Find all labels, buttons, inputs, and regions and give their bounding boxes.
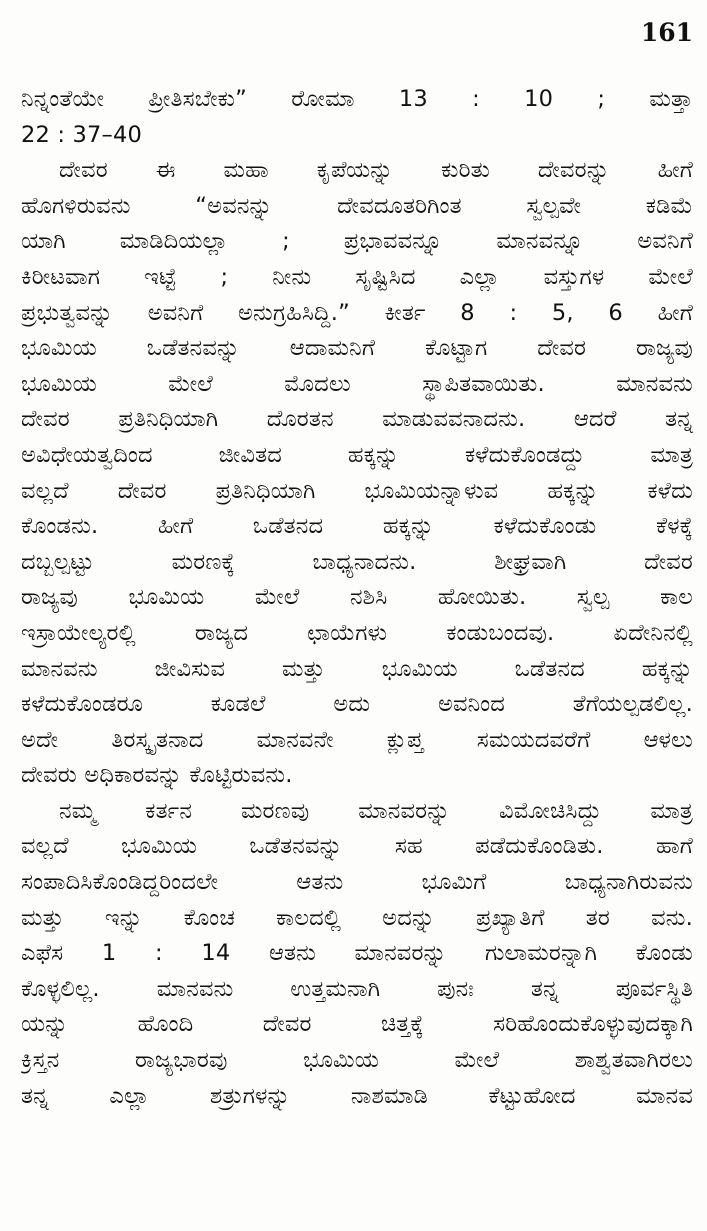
text-line: ದೇವರ ಪ್ರತಿನಿಧಿಯಾಗಿ ದೊರತನ ಮಾಡುವವನಾದನು. ಆದರೆ ತನ್ನ [21, 406, 693, 433]
page-number: 161 [640, 18, 693, 47]
text-line: ಕೊಳ್ಳಲಿಲ್ಲ. ಮಾನವನು ಉತ್ತಮನಾಗಿ ಪುನಃ ತನ್ನ ಪೂರ್ವಸ್ಥಿತಿ [21, 975, 693, 1002]
text-line: ಭೂಮಿಯ ಒಡೆತನವನ್ನು ಆದಾಮನಿಗೆ ಕೊಟ್ಟಾಗ ದೇವರ ರಾಜ್ಯವು [21, 335, 693, 362]
text-line: ಅದೇ ತಿರಸ್ಕೃತನಾದ ಮಾನವನೇ ಕ್ಲುಪ್ತ ಸಮಯದವರೆಗೆ ಆಳಲು [21, 726, 693, 753]
text-line: ದೇವರು ಅಧಿಕಾರವನ್ನು ಕೊಟ್ಟಿರುವನು. [21, 762, 293, 789]
text-line: 22 : 37–40 [21, 121, 143, 148]
text-line: ದಬ್ಬಲ್ಪಟ್ಟು ಮರಣಕ್ಕೆ ಬಾಧ್ಯನಾದನು. ಶೀಘ್ರವಾಗಿ ದೇವರ [21, 548, 693, 575]
text-line: ಕಿರೀಟವಾಗ ಇಟ್ಟೆ ; ನೀನು ಸೃಷ್ಟಿಸಿದ ಎಲ್ಲಾ ವಸ್ತುಗಳ ಮೇಲೆ [21, 263, 693, 290]
text-line: ಮಾನವನು ಜೀವಿಸುವ ಮತ್ತು ಭೂಮಿಯ ಒಡೆತನದ ಹಕ್ಕನ್ನು [21, 655, 693, 682]
text-line: ಕ್ರಿಸ್ತನ ರಾಜ್ಯಭಾರವು ಭೂಮಿಯ ಮೇಲೆ ಶಾಶ್ವತವಾಗಿರಲು [21, 1047, 693, 1074]
text-line: ಇಸ್ರಾಯೇಲ್ಯರಲ್ಲಿ ರಾಜ್ಯದ ಛಾಯೆಗಳು ಕಂಡುಬಂದವು. ಏದೇನಿನಲ್ಲಿ [21, 619, 693, 646]
text-line: ಪ್ರಭುತ್ವವನ್ನು ಅವನಿಗೆ ಅನುಗ್ರಹಿಸಿದ್ದಿ.” ಕೀರ್ತ 8 : 5, 6 ಹೀಗೆ [21, 299, 693, 326]
body-text [21, 82, 693, 1114]
text-line: ವಲ್ಲದೆ ದೇವರ ಪ್ರತಿನಿಧಿಯಾಗಿ ಭೂಮಿಯನ್ನಾಳುವ ಹಕ್ಕನ್ನು ಕಳೆದು [21, 477, 693, 504]
text-line: ಕಳೆದುಕೊಂಡರೂ ಕೂಡಲೆ ಅದು ಅವನಿಂದ ತೆಗೆಯಲ್ಪಡಲಿಲ್ಲ. [21, 691, 693, 718]
text-line: ಹೊಗಳಿರುವನು “ಅವನನ್ನು ದೇವದೂತರಿಗಿಂತ ಸ್ವಲ್ಪವೇ ಕಡಿಮೆ [21, 192, 693, 219]
text-line: ಸಂಪಾದಿಸಿಕೊಂಡಿದ್ದರಿಂದಲೇ ಆತನು ಭೂಮಿಗೆ ಬಾಧ್ಯನಾಗಿರುವನು [21, 869, 693, 896]
text-line: ವಲ್ಲದೆ ಭೂಮಿಯ ಒಡೆತನವನ್ನು ಸಹ ಪಡೆದುಕೊಂಡಿತು. ಹಾಗೆ [21, 833, 693, 860]
text-line: ಎಫೆಸ 1 : 14 ಆತನು ಮಾನವರನ್ನು ಗುಲಾಮರನ್ನಾಗಿ ಕೊಂಡು [21, 940, 693, 967]
text-line: ಯನ್ನು ಹೊಂದಿ ದೇವರ ಚಿತ್ತಕ್ಕೆ ಸರಿಹೊಂದುಕೊಳ್ಳುವುದಕ್ಕಾಗಿ [21, 1011, 693, 1038]
text-line: ದೇವರ ಈ ಮಹಾ ಕೃಪೆಯನ್ನು ಕುರಿತು ದೇವರನ್ನು ಹೀಗೆ [59, 157, 693, 184]
text-line: ಯಾಗಿ ಮಾಡಿದಿಯಲ್ಲಾ ; ಪ್ರಭಾವವನ್ನೂ ಮಾನವನ್ನೂ ಅವನಿಗೆ [21, 228, 693, 255]
text-line: ಅವಿಧೇಯತ್ವದಿಂದ ಜೀವಿತದ ಹಕ್ಕನ್ನು ಕಳೆದುಕೊಂಡದ್ದು ಮಾತ್ರ [21, 441, 693, 468]
text-line: ಮತ್ತು ಇನ್ನು ಕೊಂಚ ಕಾಲದಲ್ಲಿ ಅದನ್ನು ಪ್ರಖ್ಯಾತಿಗೆ ತರ ವನು. [21, 904, 693, 931]
text-line: ನಮ್ಮ ಕರ್ತನ ಮರಣವು ಮಾನವರನ್ನು ವಿಮೋಚಿಸಿದ್ದು ಮಾತ್ರ [59, 797, 693, 824]
text-line: ನಿನ್ನಂತೆಯೇ ಪ್ರೀತಿಸಬೇಕು” ರೋಮಾ 13 : 10 ; ಮತ್ತಾ [21, 86, 693, 112]
text-line: ರಾಜ್ಯವು ಭೂಮಿಯ ಮೇಲೆ ನಶಿಸಿ ಹೋಯಿತು. ಸ್ವಲ್ಪ ಕಾಲ [21, 584, 693, 611]
text-line: ಭೂಮಿಯ ಮೇಲೆ ಮೊದಲು ಸ್ಥಾಪಿತವಾಯಿತು. ಮಾನವನು [21, 370, 693, 397]
text-line: ಕೊಂಡನು. ಹೀಗೆ ಒಡೆತನದ ಹಕ್ಕನ್ನು ಕಳೆದುಕೊಂಡು ಕೆಳಕ್ಕೆ [21, 513, 693, 540]
text-line: ತನ್ನ ಎಲ್ಲಾ ಶತ್ರುಗಳನ್ನು ನಾಶಮಾಡಿ ಕೆಟ್ಟುಹೋದ ಮಾನವ [21, 1082, 693, 1109]
